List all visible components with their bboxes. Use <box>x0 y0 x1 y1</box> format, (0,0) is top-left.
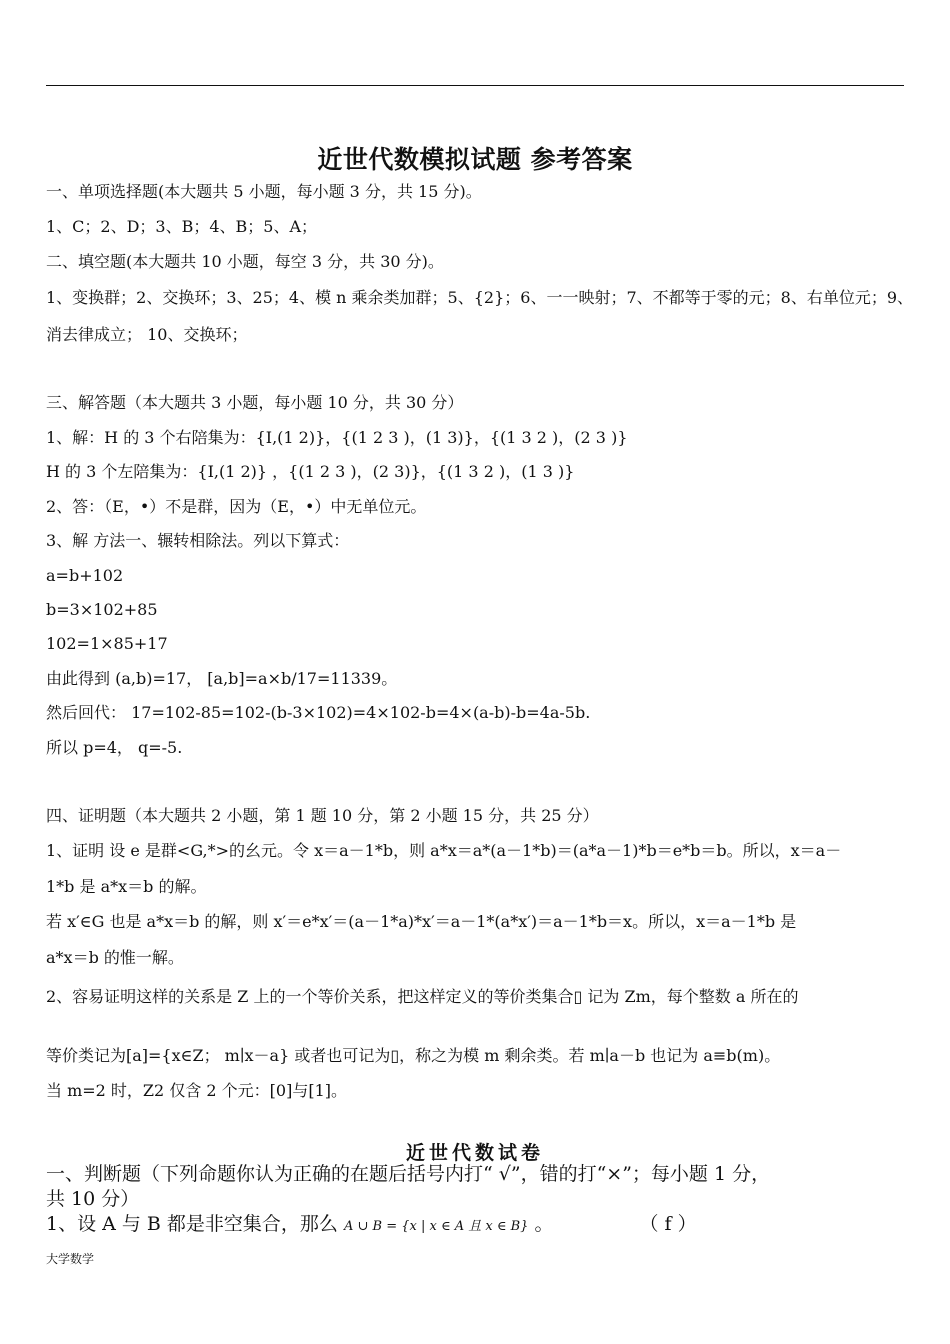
page-title: 近世代数模拟试题 参考答案 <box>317 145 633 174</box>
part3-line: b=3×102+85 <box>46 600 158 619</box>
question-1-answer: （ f ） <box>639 1213 697 1235</box>
part4-line: 2、容易证明这样的关系是 Z 上的一个等价关系，把这样定义的等价类集合▯ 记为 Zm，每个整数 a 所在的 <box>46 987 799 1006</box>
exam-title: 近世代数试卷 <box>405 1142 544 1164</box>
part4-line: a*x＝b 的惟一解。 <box>46 948 184 967</box>
part3-line: 1、解：H 的 3 个右陪集为：{I,(1 2)}，{(1 2 3 )，(1 3)}，{(1 3 2 )，(2 3 )} <box>46 428 628 447</box>
question-1-text: 1、设 A 与 B 都是非空集合，那么 <box>46 1213 338 1235</box>
question-1-period: 。 <box>534 1213 554 1235</box>
part4-line: 若 x′∈G 也是 a*x＝b 的解，则 x′＝e*x′＝(a－1*a)*x′＝a－1*(a*x′)＝a－1*b＝x。所以，x＝a－1*b 是 <box>46 912 797 931</box>
part2-answers-2: 消去律成立； 10、交换环； <box>46 325 248 344</box>
part3-heading: 三、解答题（本大题共 3 小题，每小题 10 分，共 30 分） <box>46 393 464 412</box>
part3-line: 3、解 方法一、辗转相除法。列以下算式： <box>46 531 350 550</box>
part2-heading: 二、填空题(本大题共 10 小题，每空 3 分，共 30 分)。 <box>46 252 444 271</box>
question-1-formula: A ∪ B = {x | x ∈ A 且 x ∈ B} <box>343 1219 529 1234</box>
part1-answers: 1、C；2、D；3、B；4、B；5、A； <box>46 217 318 236</box>
part2-answers-1: 1、变换群；2、交换环；3、25；4、模 n 乘余类加群；5、{2}；6、一一映射；7、不都等于零的元；8、右单位元；9、 <box>46 288 913 307</box>
page-footer: 大学数学 <box>46 1252 95 1266</box>
part4-line: 当 m=2 时，Z2 仅含 2 个元：[0]与[1]。 <box>46 1081 347 1100</box>
part3-line: 102=1×85+17 <box>46 634 168 653</box>
exam-section-heading-1: 一、判断题（下列命题你认为正确的在题后括号内打“ √”，错的打“×”；每小题 1 分， <box>46 1163 771 1185</box>
part3-line: 然后回代： 17=102-85=102-(b-3×102)=4×102-b=4×(a-b)-b=4a-5b. <box>46 703 591 722</box>
part4-line: 1、证明 设 e 是群<G,*>的幺元。令 x＝a－1*b，则 a*x＝a*(a－1*b)＝(a*a－1)*b＝e*b＝b。所以，x＝a－ <box>46 841 842 860</box>
part4-heading: 四、证明题（本大题共 2 小题，第 1 题 10 分，第 2 小题 15 分，共 25 分） <box>46 806 599 825</box>
exam-question-1 <box>46 1212 697 1239</box>
part3-line: H 的 3 个左陪集为：{I,(1 2)} ，{(1 2 3 )，(2 3)}，{(1 3 2 )，(1 3 )} <box>46 462 575 481</box>
part1-heading: 一、单项选择题(本大题共 5 小题，每小题 3 分，共 15 分)。 <box>46 182 482 201</box>
part3-line: 由此得到 (a,b)=17， [a,b]=a×b/17=11339。 <box>46 669 398 688</box>
part4-line: 等价类记为[a]={x∈Z； m∣x－a} 或者也可记为▯，称之为模 m 剩余类。若 m∣a－b 也记为 a≡b(m)。 <box>46 1046 781 1065</box>
part3-line: 所以 p=4， q=-5. <box>46 738 183 757</box>
exam-section-heading-2: 共 10 分） <box>46 1188 140 1210</box>
part3-line: 2、答：（E，•）不是群，因为（E，•）中无单位元。 <box>46 497 427 516</box>
part4-line: 1*b 是 a*x＝b 的解。 <box>46 877 207 896</box>
part3-line: a=b+102 <box>46 566 124 585</box>
header-rule <box>46 85 904 86</box>
